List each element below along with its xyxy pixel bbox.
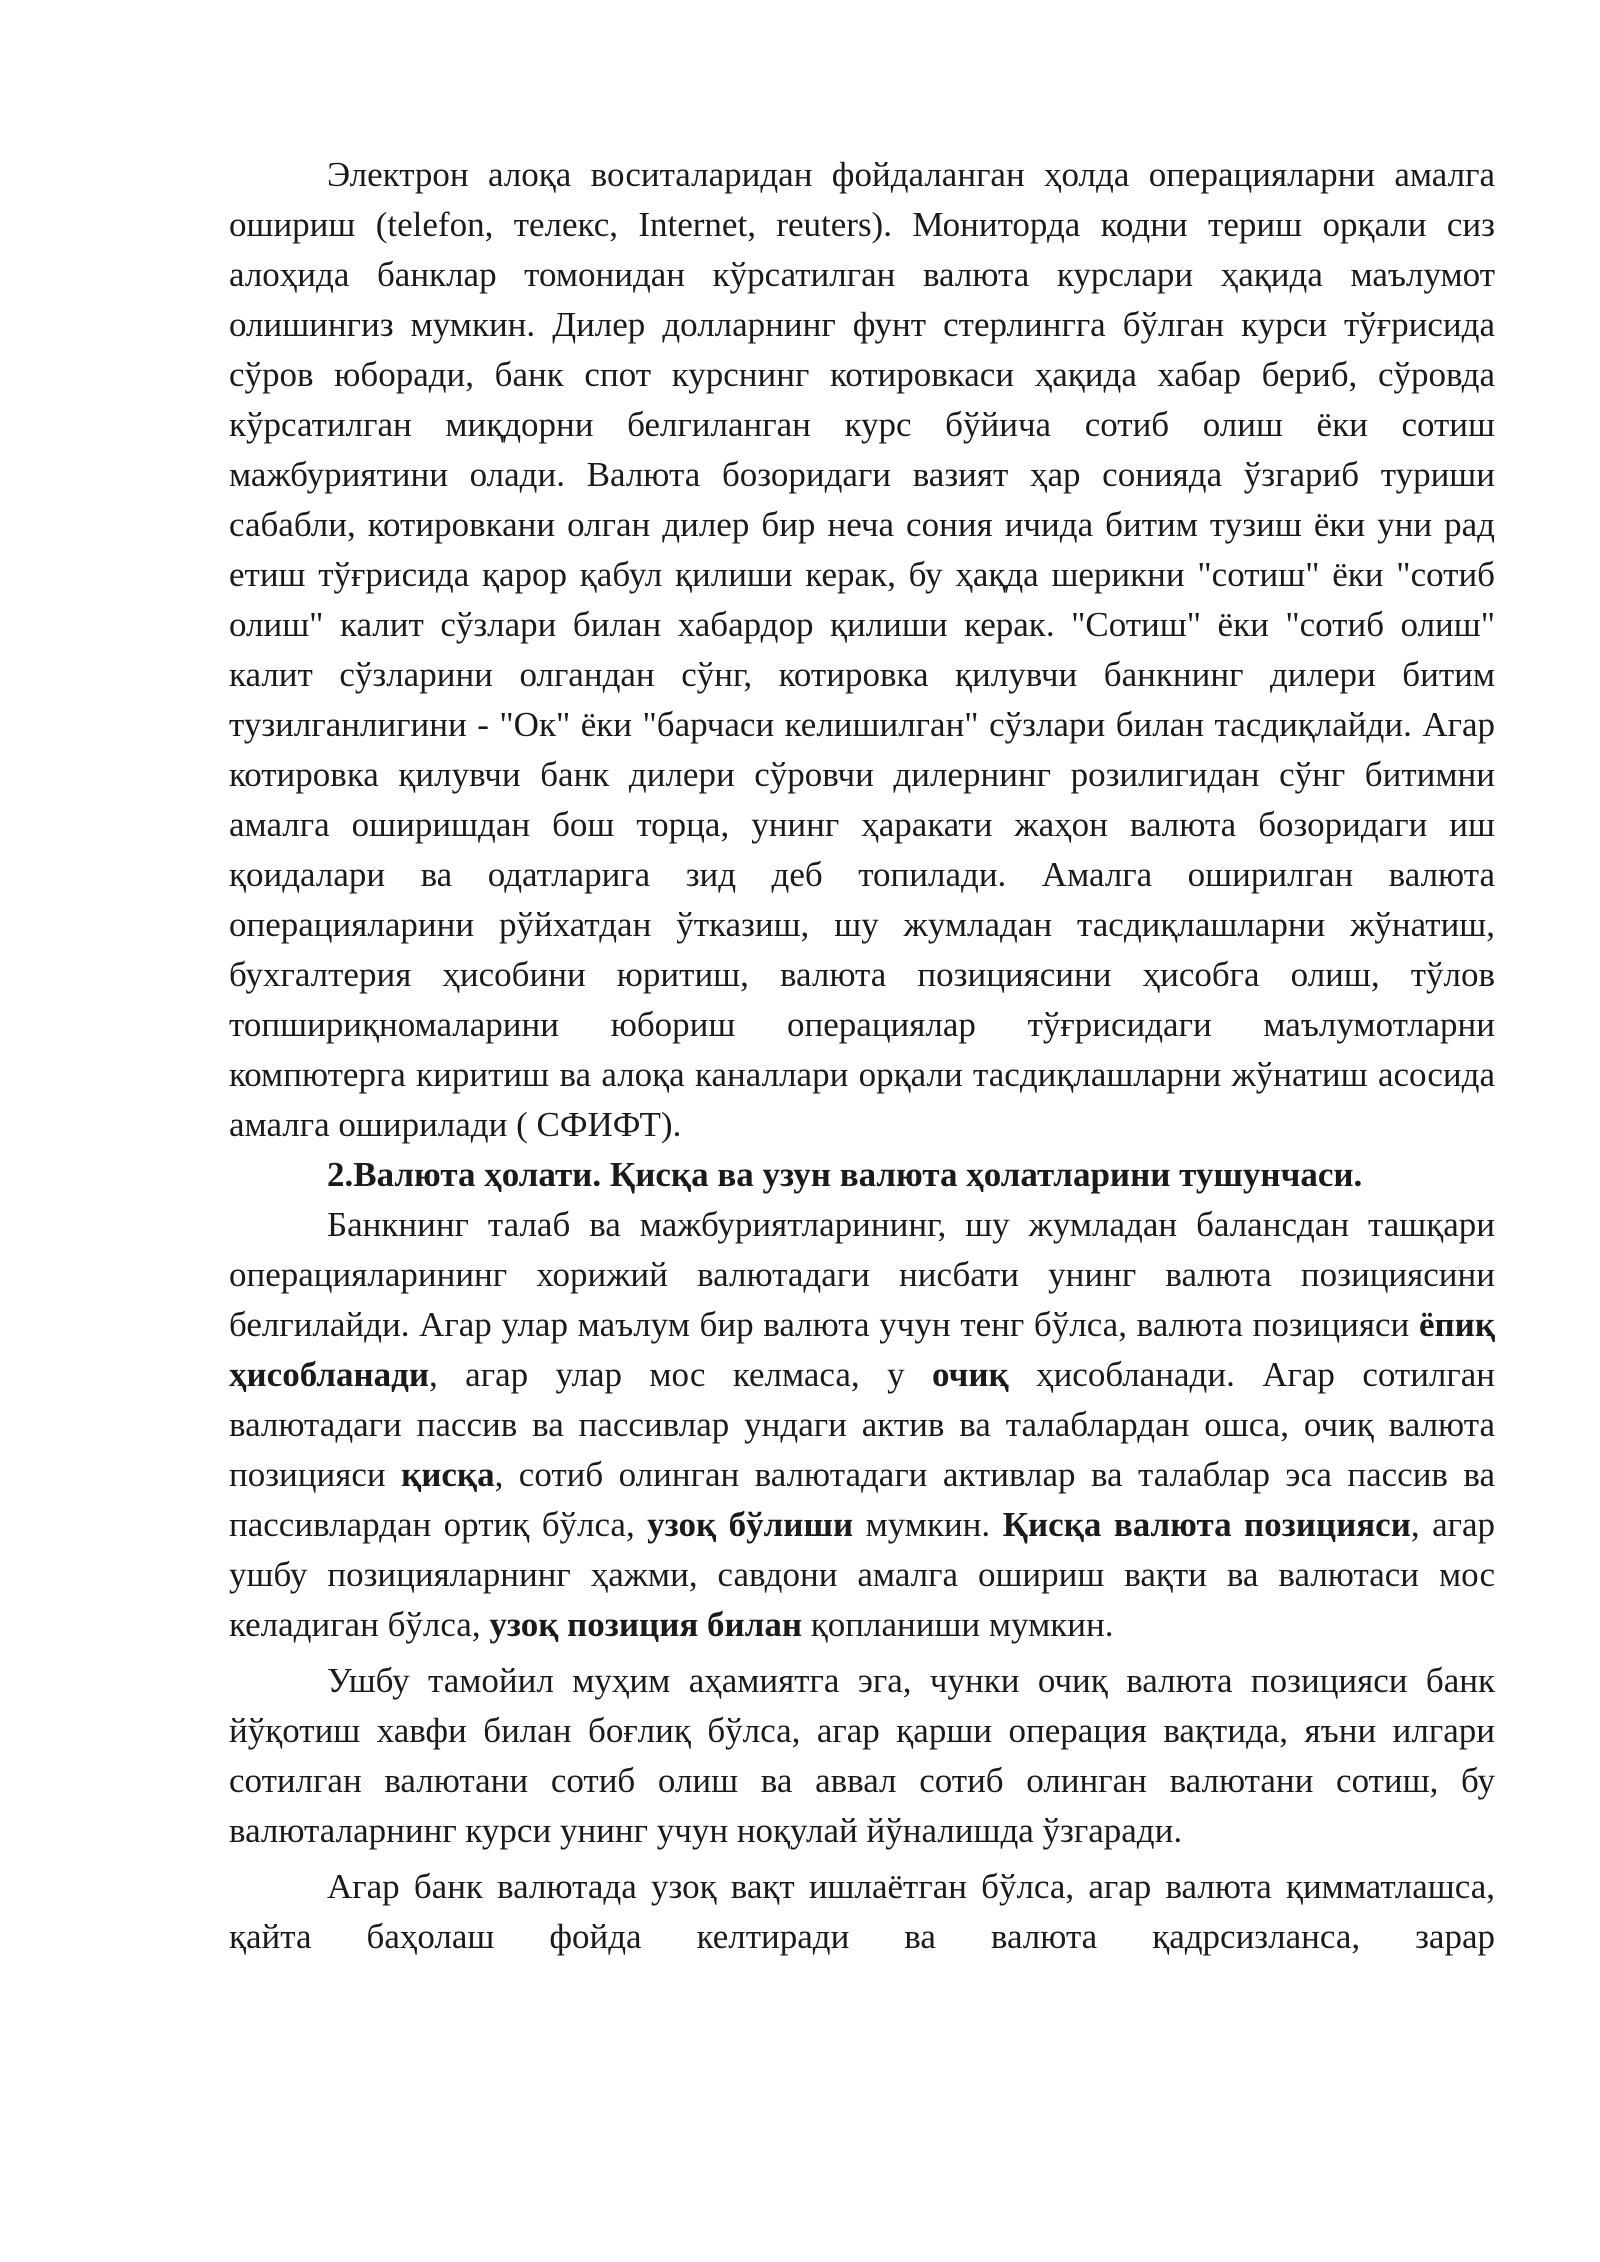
text-run: ҳисобланади. Агар сотилган валютадаги пассив ва пассивлар ундаги актив ва талаблардан ошса, очиқ валюта позицияси: [229, 1355, 1496, 1494]
paragraph: Агар банк валютада узоқ вақт ишлаётган бўлса, агар валюта қимматлашса, қайта баҳолаш фойда келтиради ва валюта қадрсизланса, зарар: [229, 1867, 1495, 1956]
text-run: Банкнинг талаб ва мажбуриятларининг, шу жумладан балансдан ташқари операцияларининг хорижий валютадаги нисбати унинг валюта позициясини белгилайди. Агар улар маълум бир валюта учун тенг бўлса, валюта позицияси: [229, 1205, 1495, 1344]
text-run: қопланиши мумкин.: [802, 1605, 1114, 1644]
text-run: мумкин.: [853, 1505, 1003, 1544]
bold-term: очиқ: [932, 1355, 1009, 1394]
text-run: , агар улар мос келмаса, у: [429, 1355, 932, 1394]
section-heading: 2.Валюта ҳолати. Қисқа ва узун валюта ҳолатларини тушунчаси.: [327, 1155, 1363, 1194]
document-page: [229, 150, 1495, 1962]
text-run: , сотиб олинган валютадаги активлар ва талаблар эса пассив ва пассивлардан ортиқ бўлса,: [229, 1455, 1495, 1544]
bold-term: ёпиқ ҳисобланади: [229, 1305, 1495, 1394]
text-run: , агар ушбу позицияларнинг ҳажми, савдони амалга ошириш вақти ва валютаси мос келадиган бўлса,: [229, 1505, 1495, 1644]
paragraph: Электрон алоқа воситаларидан фойдаланган ҳолда операцияларни амалга ошириш (telefon, телекс, Internet, reuters). Мониторда кодни териш орқали сиз алоҳида банклар томонидан кўрсатилган валюта курслари ҳақида маълумот олишингиз мумкин. Дилер долларнинг фунт стерлингга бўлган курси тўғрисида сўров юборади, банк спот курснинг котировкаси ҳақида хабар бериб, сўровда кўрсатилган миқдорни белгиланган курс бўйича сотиб олиш ёки сотиш мажбуриятини олади. Валюта бозоридаги вазият ҳар сонияда ўзгариб туриши сабабли, котировкани олган дилер бир неча сония ичида битим тузиш ёки уни рад етиш тўғрисида қарор қабул қилиши керак, бу ҳақда шерикни "сотиш" ёки "сотиб олиш" калит сўзлари билан хабардор қилиши керак. "Сотиш" ёки "сотиб олиш" калит сўзларини олгандан сўнг, котировка қилувчи банкнинг дилери битим тузилганлигини - "Ок" ёки "барчаси келишилган" сўзлари билан тасдиқлайди. Агар котировка қилувчи банк дилери сўровчи дилернинг розилигидан сўнг битимни амалга оширишдан бош торца, унинг ҳаракати жаҳон валюта бозоридаги иш қоидалари ва одатларига зид деб топилади. Амалга оширилган валюта операцияларини рўйхатдан ўтказиш, шу жумладан тасдиқлашларни жўнатиш, бухгалтерия ҳисобини юритиш, валюта позициясини ҳисобга олиш, тўлов топшириқномаларини юбориш операциялар тўғрисидаги маълумотларни компютерга киритиш ва алоқа каналлари орқали тасдиқлашларни жўнатиш асосида амалга оширилади ( СФИФТ).: [229, 155, 1495, 1144]
bold-term: қисқа: [401, 1455, 495, 1494]
bold-term: узоқ позиция билан: [489, 1605, 803, 1644]
bold-term: Қисқа валюта позицияси: [1002, 1505, 1411, 1544]
bold-term: узоқ бўлиши: [647, 1505, 854, 1544]
paragraph: [229, 1200, 1495, 1650]
paragraph: Ушбу тамойил муҳим аҳамиятга эга, чунки очиқ валюта позицияси банк йўқотиш хавфи билан боғлиқ бўлса, агар қарши операция вақтида, яъни илгари сотилган валютани сотиб олиш ва аввал сотиб олинган валютани сотиш, бу валюталарнинг курси унинг учун ноқулай йўналишда ўзгаради.: [229, 1661, 1495, 1850]
